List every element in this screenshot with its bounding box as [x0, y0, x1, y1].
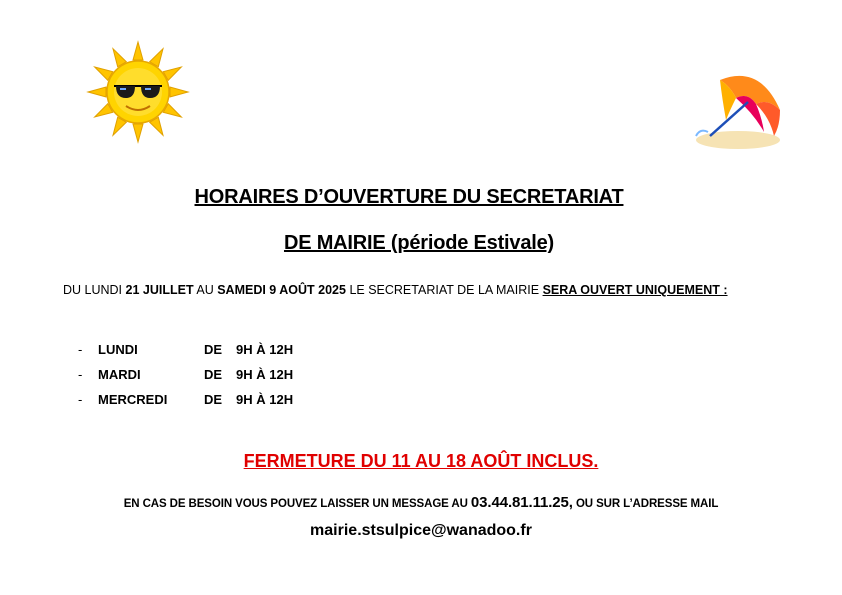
day-name: MARDI: [98, 367, 141, 382]
email-address: mairie.stsulpice@wanadoo.fr: [310, 522, 532, 539]
day-name: LUNDI: [98, 342, 138, 357]
list-dash: -: [78, 392, 83, 407]
phone-number: 03.44.81.11.25,: [470, 494, 573, 511]
sun-with-sunglasses-icon: [86, 40, 190, 144]
list-dash: -: [78, 367, 83, 382]
intro-text-1: DU LUNDI: [63, 283, 126, 297]
intro-date-end: SAMEDI 9 AOÛT 2025: [217, 283, 346, 297]
beach-umbrella-icon: [690, 70, 785, 152]
from-label: DE: [204, 342, 223, 357]
list-item: [78, 337, 293, 362]
page-title: HORAIRES D’OUVERTURE DU SECRETARIAT: [194, 186, 624, 208]
opening-hours-list: [78, 337, 293, 412]
from-label: DE: [204, 392, 223, 407]
intro-emphasis: SERA OUVERT UNIQUEMENT :: [542, 283, 728, 297]
list-dash: -: [78, 342, 83, 357]
day-name: MERCREDI: [98, 392, 168, 407]
contact-text-before: EN CAS DE BESOIN VOUS POUVEZ LAISSER UN MESSAGE AU: [123, 498, 471, 510]
intro-text-3: LE SECRETARIAT DE LA MAIRIE: [345, 283, 543, 297]
hours-range: 9H À 12H: [236, 367, 294, 382]
intro-date-start: 21 JUILLET: [125, 283, 194, 297]
hours-range: 9H À 12H: [236, 342, 294, 357]
intro-paragraph: [63, 278, 780, 302]
contact-line: [0, 494, 842, 511]
closure-notice: FERMETURE DU 11 AU 18 AOÛT INCLUS.: [243, 451, 599, 471]
list-item: [78, 362, 293, 387]
list-item: [78, 387, 293, 412]
intro-text-2: AU: [193, 283, 218, 297]
from-label: DE: [204, 367, 223, 382]
contact-text-after: OU SUR L’ADRESSE MAIL: [572, 498, 719, 510]
page-subtitle: DE MAIRIE (période Estivale): [283, 232, 554, 254]
hours-range: 9H À 12H: [236, 392, 294, 407]
